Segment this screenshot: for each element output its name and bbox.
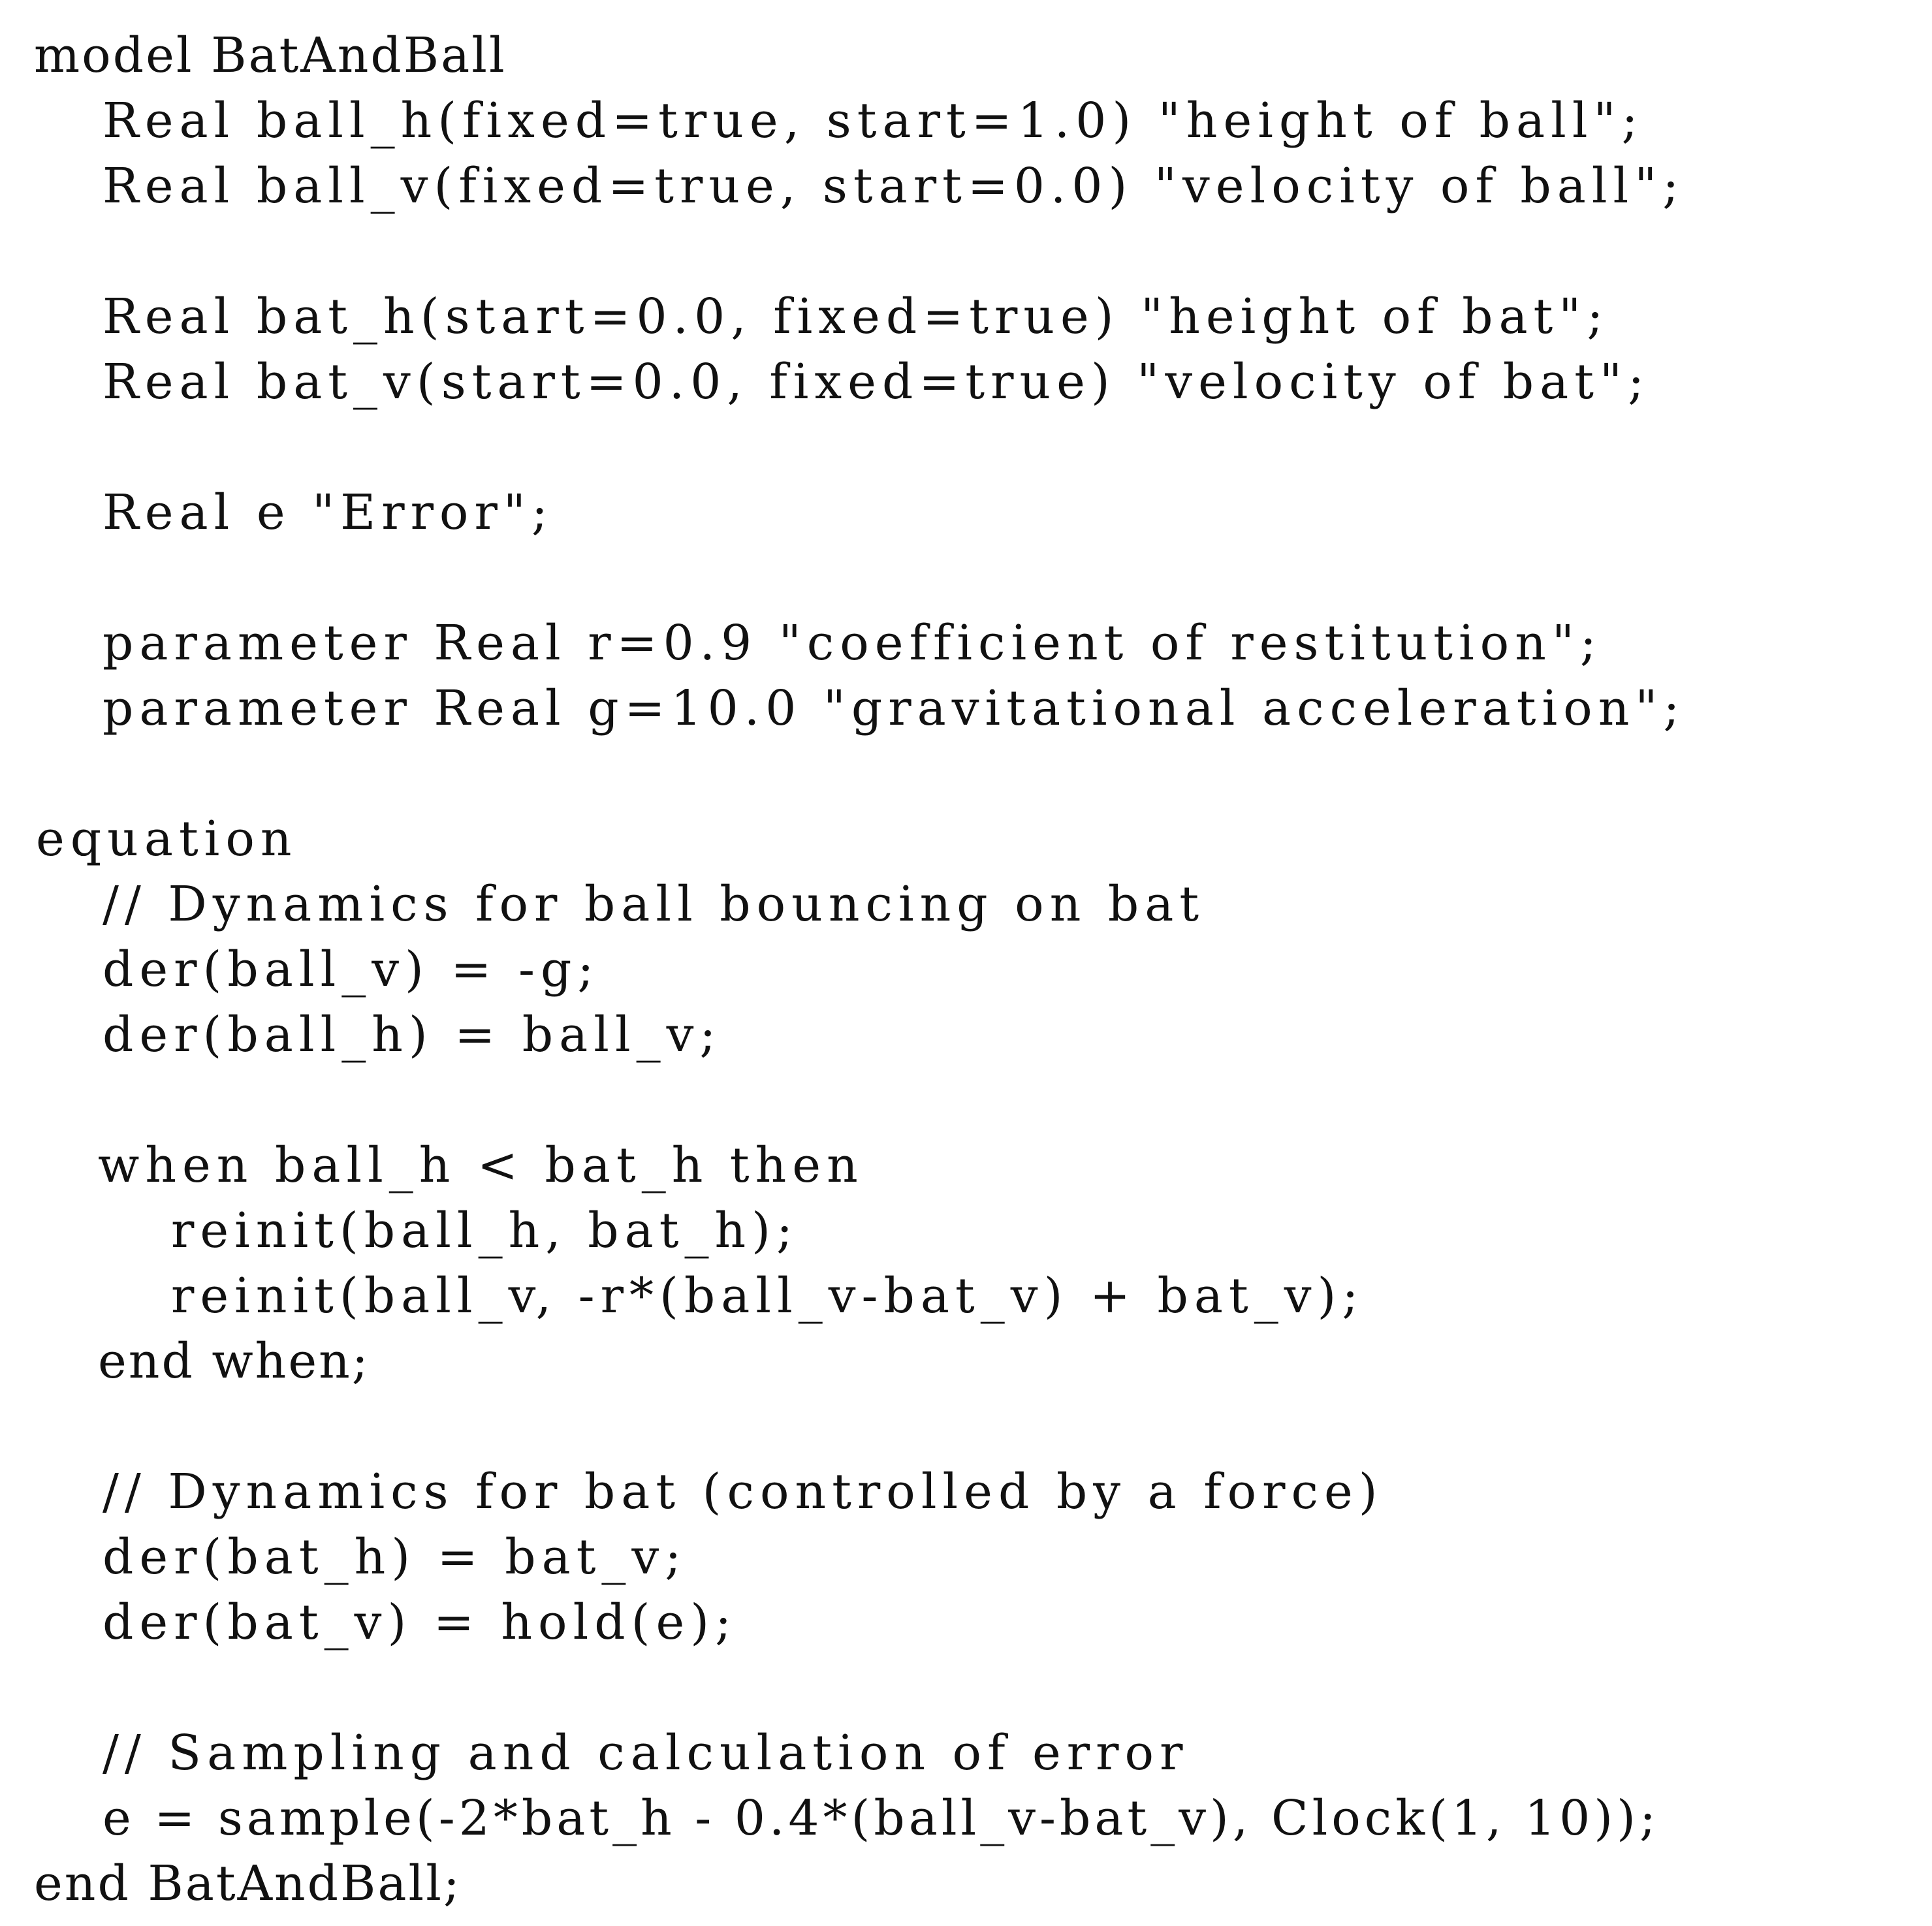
code-line: e = sample(-2*bat_h - 0.4*(ball_v-bat_v), Clock(1, 10));: [103, 1790, 1660, 1846]
code-line: Real bat_h(start=0.0, fixed=true) "height of bat";: [103, 289, 1609, 345]
code-line: Real ball_v(fixed=true, start=0.0) "velocity of ball";: [103, 158, 1685, 214]
code-line: der(bat_h) = bat_v;: [103, 1529, 688, 1585]
code-line: reinit(ball_h, bat_h);: [171, 1203, 799, 1259]
code-line: der(ball_h) = ball_v;: [103, 1007, 722, 1063]
code-line: Real bat_v(start=0.0, fixed=true) "velocity of bat";: [103, 354, 1650, 410]
code-line: equation: [36, 811, 298, 867]
code-line: // Sampling and calculation of error: [103, 1725, 1189, 1781]
code-line: end when;: [98, 1333, 370, 1389]
code-line: der(bat_v) = hold(e);: [103, 1594, 738, 1650]
code-line: parameter Real r=0.9 "coefficient of restitution";: [103, 615, 1602, 671]
code-line: // Dynamics for bat (controlled by a force): [103, 1464, 1384, 1520]
code-line: // Dynamics for ball bouncing on bat: [103, 876, 1205, 932]
code-line: when ball_h < bat_h then: [98, 1137, 864, 1193]
code-line: der(ball_v) = -g;: [103, 941, 600, 998]
code-line: Real ball_h(fixed=true, start=1.0) "height of ball";: [103, 93, 1644, 149]
code-line: model BatAndBall: [34, 27, 507, 84]
code-line: Real e "Error";: [103, 484, 554, 541]
code-line: parameter Real g=10.0 "gravitational acceleration";: [103, 680, 1686, 736]
code-line: reinit(ball_v, -r*(ball_v-bat_v) + bat_v);: [171, 1268, 1365, 1324]
code-line: end BatAndBall;: [34, 1855, 462, 1912]
